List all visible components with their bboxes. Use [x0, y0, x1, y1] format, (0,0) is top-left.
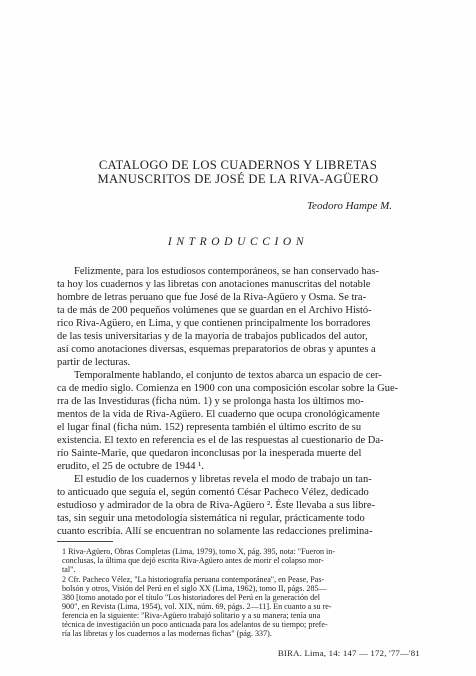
page-footer-citation: BIRA. Lima, 14: 147 — 172, '77—'81 [277, 648, 420, 658]
body-line: Felizmente, para los estudiosos contemporáneos, se han conservado has- [74, 266, 379, 277]
body-line: cuanto escribía. Allí se encuentran no solamente las redacciones prelimina- [57, 526, 373, 537]
author-name: Teodoro Hampe M. [306, 200, 392, 212]
footnote-separator [57, 541, 113, 542]
document-title-line-2: MANUSCRITOS DE JOSÉ DE LA RIVA-AGÜERO [97, 172, 379, 186]
body-line: tas, sin seguir una metodología sistemática ni regular, prácticamente todo [57, 513, 365, 524]
body-line: el lugar final (ficha núm. 152) representa también el último escrito de su [57, 422, 362, 433]
footnote-line: 1 Riva-Agüero, Obras Completas (Lima, 1979), tomo X, pág. 395, nota: "Fueron in- [62, 547, 336, 556]
body-line: de las tesis universitarias y de la mayoría de trabajos publicados del autor, [57, 331, 368, 342]
footnote-line: 380 [tomo anotado por el título "Los historiadores del Perú en la generación del [62, 593, 320, 602]
footnote-line: ferencia en la siguiente: "Riva-Agüero trabajó solitario y a su manera; tenía una [62, 611, 321, 620]
footnote-line: conclusas, la última que dejó escrita Riva-Agüero antes de morir el colapso mor- [62, 556, 324, 565]
body-line: así como anotaciones diversas, esquemas preparatorios de obras y apuntes a [57, 344, 376, 355]
body-line: partir de lecturas. [57, 357, 131, 368]
footnote-line: 2 Cfr. Pacheco Vélez, "La historiografía peruana contemporánea", en Pease, Pas- [62, 575, 325, 584]
body-line: erudito, el 25 de octubre de 1944 ¹. [57, 461, 204, 472]
section-heading: INTRODUCCION [167, 236, 309, 248]
document-title-line-1: CATALOGO DE LOS CUADERNOS Y LIBRETAS [98, 158, 378, 172]
body-line: ta hoy los cuadernos y las libretas con anotaciones manuscritas del notable [57, 279, 371, 290]
footnote-line: bolsón y otros, Visión del Perú en el siglo XX (Lima, 1962), tomo II, págs. 285— [62, 584, 327, 593]
body-line: estudioso y admirador de la obra de Riva-Agüero ². Éste llevaba a sus libre- [57, 500, 376, 511]
body-line: Temporalmente hablando, el conjunto de textos abarca un espacio de cer- [74, 370, 382, 381]
footnote-line: ría las libretas y los cuadernos a las modernas fichas" (pág. 337). [62, 629, 272, 638]
body-line: to anticuado que seguía el, según comentó César Pacheco Vélez, dedicado [57, 487, 369, 498]
body-line: hombre de letras peruano que fue José de la Riva-Agüero y Osma. Se tra- [57, 292, 367, 303]
body-line: ca de medio siglo. Comienza en 1900 con una composición escolar sobre la Gue- [57, 383, 399, 394]
body-line: ta de más de 200 pequeños volúmenes que se guardan en el Archivo Histó- [57, 305, 372, 316]
footnote-line: técnica de investigación un poco anticuada para los adelantos de su tiempo; prefe- [62, 620, 328, 629]
footnote-line: 900", en Revista (Lima, 1954), vol. XIX, núm. 69, págs. 2—11]. En cuanto a su re- [62, 602, 332, 611]
footnote-line: tal". [62, 565, 76, 574]
body-line: rra de las Investiduras (ficha núm. 1) y se prolonga hasta los últimos mo- [57, 396, 364, 407]
body-line: mentos de la vida de Riva-Agüero. El cuaderno que ocupa cronológicamente [57, 409, 380, 420]
body-line: El estudio de los cuadernos y libretas revela el modo de trabajo un tan- [74, 474, 372, 485]
body-line: río Sainte-Marie, que quedaron inconclusas por la inesperada muerte del [57, 448, 362, 459]
body-line: rico Riva-Agüero, en Lima, y que contienen principalmente los borradores [57, 318, 371, 329]
body-line: existencia. El texto en referencia es el de las respuestas al cuestionario de Da- [57, 435, 384, 446]
